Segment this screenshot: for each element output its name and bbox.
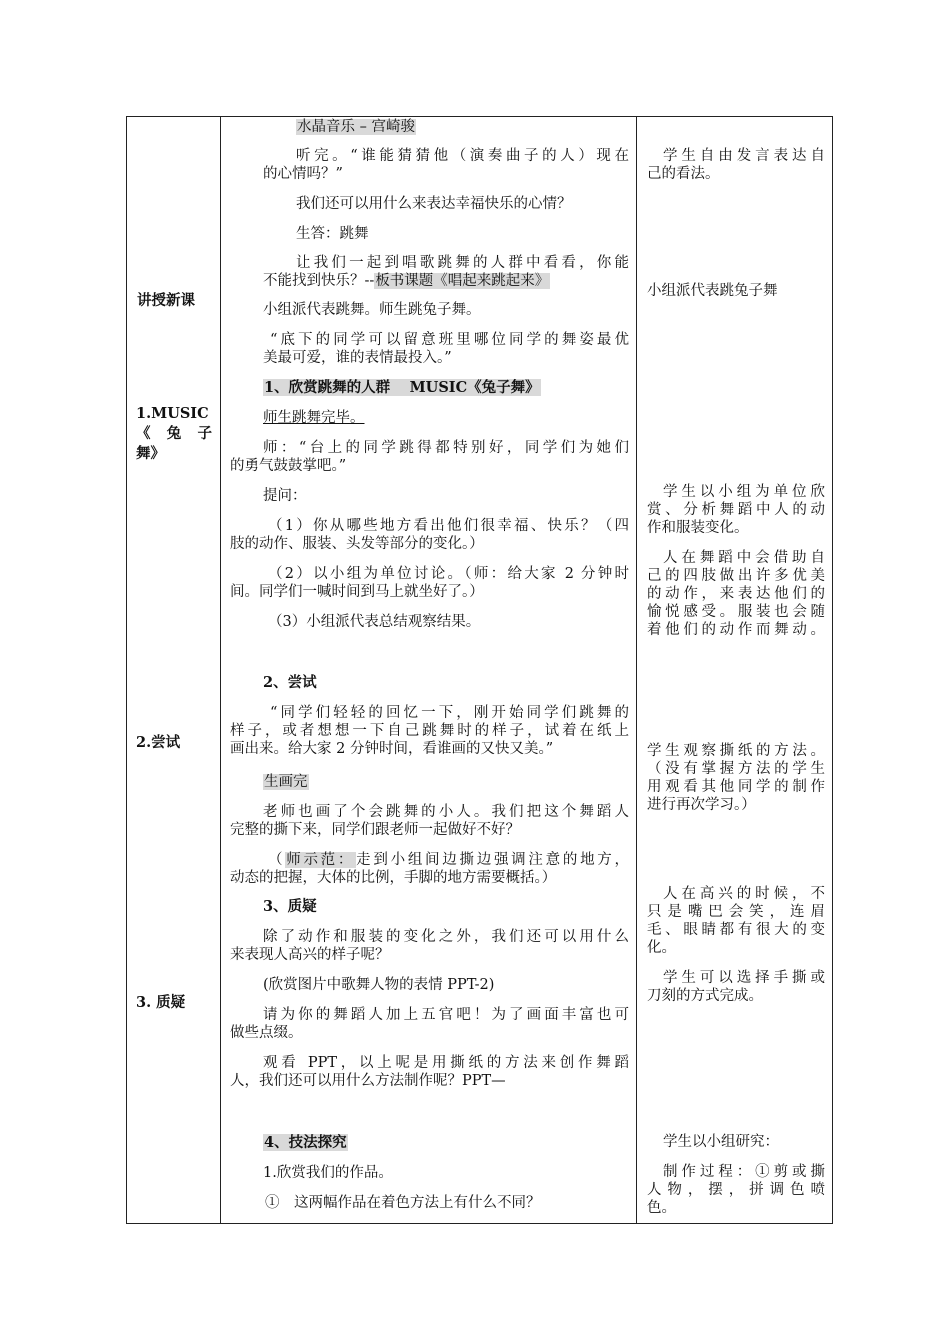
text-line: 提问： — [263, 488, 307, 504]
text-line: 小组派代表跳舞。师生跳兔子舞。 — [263, 302, 481, 318]
note-line: 赏、分析舞蹈中人的动 — [647, 502, 825, 518]
text-line: 老师也画了个会跳舞的小人。我们把这个舞蹈人 — [263, 804, 629, 820]
text-line: 听完。“谁能猜猜他（演奏曲子的人）现在 — [296, 148, 629, 164]
note-line: 学生以小组研究： — [663, 1134, 779, 1150]
section-label-question: 3. 质疑 — [136, 994, 186, 1011]
text-line: 来表现人高兴的样子呢？ — [230, 947, 390, 963]
heading-try: 2、尝试 — [263, 674, 317, 691]
note-line: 学生自由发言表达自 — [663, 148, 825, 164]
note-line: 小组派代表跳兔子舞 — [647, 283, 778, 299]
section-label-music: 1.MUSIC《 兔 子 舞》 — [136, 405, 212, 462]
note-line: 只是嘴巴会笑，连眉 — [647, 904, 825, 920]
text-fragment: 走到小组间边撕边强调注意的地方， — [356, 852, 630, 868]
text-line — [263, 272, 550, 290]
column-divider-right — [636, 116, 637, 1224]
note-line: 用观看其他同学的制作 — [647, 779, 825, 795]
text-fragment: 不能找到快乐？-- — [263, 273, 375, 289]
text-line: (欣赏图片中歌舞人物的表情 PPT-2) — [263, 977, 495, 993]
text-line: 美最可爱，谁的表情最投入。” — [263, 350, 452, 366]
note-line: 进行再次学习。） — [647, 797, 756, 813]
text-line: ① 这两幅作品在着色方法上有什么不同？ — [265, 1195, 541, 1211]
heading-question: 3、质疑 — [263, 898, 317, 915]
note-line: 学生可以选择手撕或 — [663, 970, 825, 986]
note-line: 着他们的动作而舞动。 — [647, 622, 825, 638]
text-line: （3）小组派代表总结观察结果。 — [268, 614, 481, 630]
note-line: 化。 — [647, 940, 676, 956]
text-line: （1）你从哪些地方看出他们很幸福、快乐？（四 — [268, 518, 629, 534]
note-line: 作和服装变化。 — [647, 520, 749, 536]
text-line: 画出来。给大家 2 分钟时间，看谁画的又快又美。” — [230, 741, 554, 757]
section-label-new-lesson: 讲授新课 — [137, 292, 195, 309]
text-line: 样子，或者想想一下自己跳舞时的样子，试着在纸上 — [230, 723, 629, 739]
column-divider-left — [220, 116, 221, 1224]
text-line: 间。同学们一喊时间到马上就坐好了。） — [230, 584, 484, 600]
heading-appreciate: 1、欣赏跳舞的人群 MUSIC《兔子舞》 — [264, 379, 540, 396]
note-line: 学生观察撕纸的方法。 — [647, 743, 825, 759]
note-line: 学生以小组为单位欣 — [663, 484, 825, 500]
note-line: 人在舞蹈中会借助自 — [663, 550, 825, 566]
note-line: 的动作，来表达他们的 — [647, 586, 825, 602]
section-label-try: 2.尝试 — [136, 734, 181, 751]
demo-label: 师示范： — [286, 852, 356, 868]
note-line: 刀刻的方式完成。 — [647, 988, 763, 1004]
text-line: 请为你的舞蹈人加上五官吧！为了画面丰富也可 — [263, 1007, 629, 1023]
music-title: 水晶音乐 – 宫崎骏 — [297, 119, 415, 135]
note-line: （没有掌握方法的学生 — [647, 761, 825, 777]
text-line: 的勇气鼓鼓掌吧。” — [230, 458, 347, 474]
note-line: 己的看法。 — [647, 166, 720, 182]
text-line: 动态的把握，大体的比例，手脚的地方需要概括。） — [230, 870, 557, 886]
text-line: 让我们一起到唱歌跳舞的人群中看看，你能 — [296, 255, 629, 271]
text-line: 师生跳舞完毕。 — [263, 410, 365, 426]
text-line: 的心情吗？” — [263, 166, 343, 182]
note-line: 色。 — [647, 1200, 676, 1216]
text-line: “底下的同学可以留意班里哪位同学的舞姿最优 — [270, 332, 629, 348]
text-line: 完整的撕下来，同学们跟老师一起做好不好？ — [230, 822, 520, 838]
text-line: 肢的动作、服装、头发等部分的变化。） — [230, 536, 484, 552]
note-line: 己的四肢做出许多优美 — [647, 568, 825, 584]
text-line: 我们还可以用什么来表达幸福快乐的心情？ — [296, 196, 572, 212]
text-line: 做些点缀。 — [230, 1025, 303, 1041]
text-line: 观看 PPT，以上呢是用撕纸的方法来创作舞蹈 — [263, 1055, 629, 1071]
note-line: 愉悦感受。服装也会随 — [647, 604, 825, 620]
note-line: 制作过程：①剪或撕 — [663, 1164, 825, 1180]
text-line: （2）以小组为单位讨论。（师：给大家 2 分钟时 — [268, 566, 629, 582]
note-line: 人物，摆，拼调色喷 — [647, 1182, 825, 1198]
text-line: 1.欣赏我们的作品。 — [263, 1165, 393, 1181]
board-title: 板书课题《唱起来跳起来》 — [375, 273, 550, 289]
text-line — [268, 851, 629, 869]
text-line: 人，我们还可以用什么方法制作呢？PPT— — [230, 1073, 506, 1089]
text-line: “同学们轻轻的回忆一下，刚开始同学们跳舞的 — [270, 705, 629, 721]
student-answer: 生答：跳舞 — [296, 226, 369, 242]
text-line: 除了动作和服装的变化之外，我们还可以用什么 — [263, 929, 629, 945]
text-line: 生画完 — [264, 774, 308, 790]
heading-technique: 4、技法探究 — [264, 1134, 347, 1151]
text-line: 师：“台上的同学跳得都特别好，同学们为她们 — [263, 440, 629, 456]
note-line: 人在高兴的时候，不 — [663, 886, 825, 902]
note-line: 毛、眼睛都有很大的变 — [647, 922, 825, 938]
text-fragment: （ — [268, 852, 286, 868]
